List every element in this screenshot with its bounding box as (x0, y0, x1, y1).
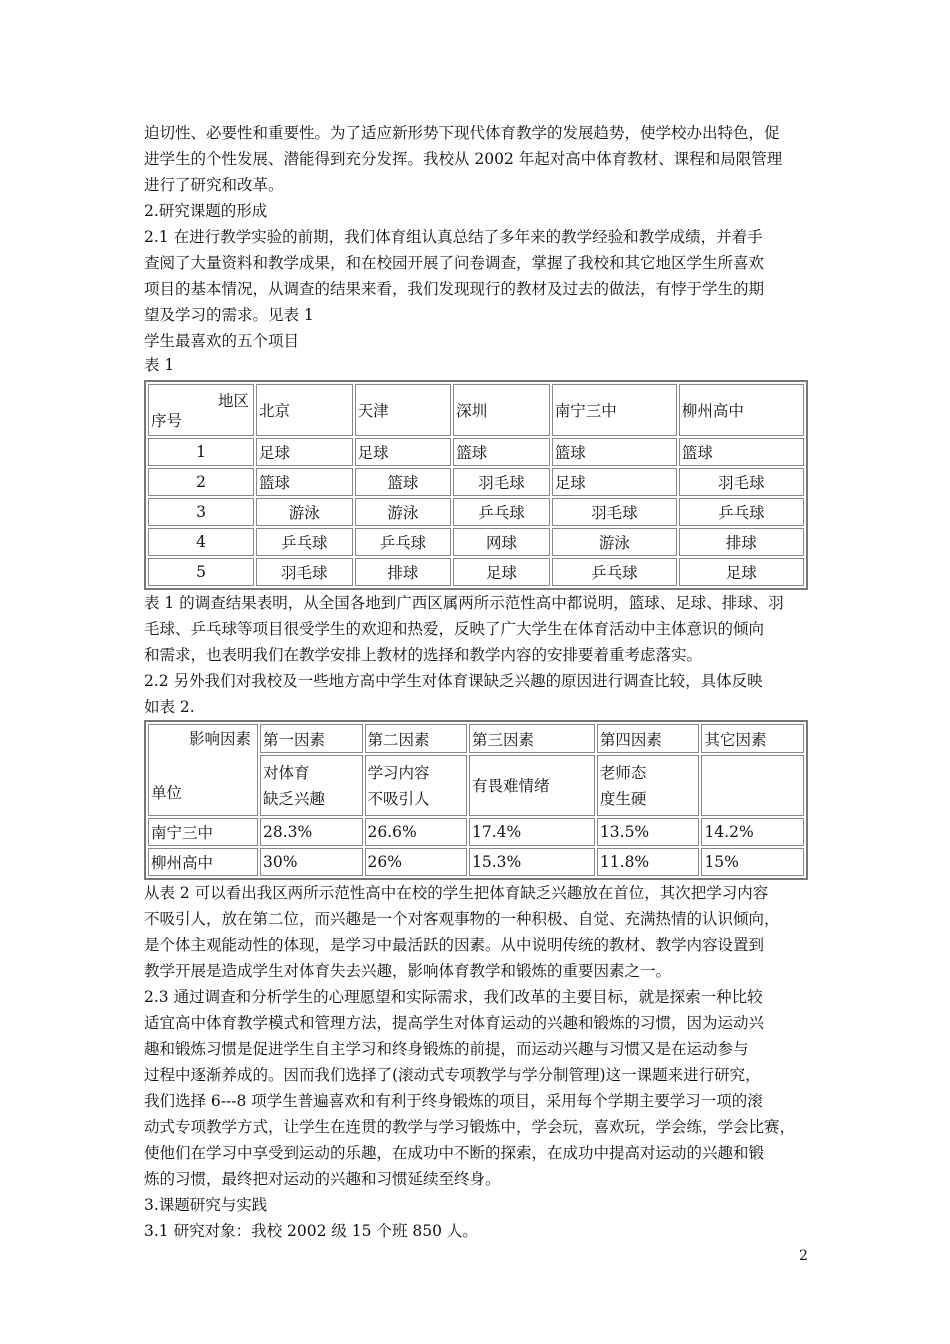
table-cell: 足球 (453, 558, 550, 586)
subheader-line: 老师态 (599, 763, 647, 782)
text-line: 2.2 另外我们对我校及一些地方高中学生对体育课缺乏兴趣的原因进行调查比较，具体反映 (144, 672, 763, 690)
unit-cell: 南宁三中 (148, 818, 258, 846)
row-index: 1 (148, 438, 254, 466)
text-line: 2.1 在进行教学实验的前期，我们体育组认真总结了多年来的教学经验和教学成绩，并着手 (144, 228, 763, 246)
table-cell: 游泳 (552, 528, 677, 556)
subheader-cell (701, 755, 804, 816)
text-line: 如表 2. (144, 698, 195, 716)
text-line: 过程中逐渐养成的。因而我们选择了(滚动式专项教学与学分制管理)这一课题来进行研究， (144, 1066, 761, 1084)
table-cell: 足球 (256, 438, 353, 466)
table-corner-cell (148, 724, 258, 816)
text-line: 我们选择 6---8 项学生普遍喜欢和有利于终身锻炼的项目，采用每个学期主要学习一项的滚 (144, 1092, 763, 1110)
table-cell: 13.5% (597, 818, 700, 846)
table-cell: 羽毛球 (679, 468, 804, 496)
table-cell: 羽毛球 (453, 468, 550, 496)
text-line: 适宜高中体育教学模式和管理方法，提高学生对体育运动的兴趣和锻炼的习惯，因为运动兴 (144, 1014, 765, 1032)
table1-analysis-paragraph (144, 590, 808, 668)
table-cell: 乒乓球 (256, 528, 353, 556)
table-cell: 17.4% (469, 818, 595, 846)
subheader-cell (597, 755, 700, 816)
header-cell: 第四因素 (597, 724, 700, 753)
text-line: 不吸引人，放在第二位，而兴趣是一个对客观事物的一种积极、自觉、充满热情的认识倾向， (144, 910, 780, 928)
table-row (148, 558, 804, 586)
row-index: 4 (148, 528, 254, 556)
table-cell: 游泳 (355, 498, 452, 526)
page-number: 2 (799, 1248, 808, 1264)
table-header-row (148, 384, 804, 436)
header-cell: 柳州高中 (679, 384, 804, 436)
table-cell: 15% (701, 848, 804, 876)
text-line: 毛球、乒乓球等项目很受学生的欢迎和热爱，反映了广大学生在体育活动中主体意识的倾向 (144, 620, 765, 638)
table-cell: 15.3% (469, 848, 595, 876)
table-cell: 游泳 (256, 498, 353, 526)
document-body (144, 120, 808, 1244)
subheader-cell (260, 755, 363, 816)
subheader-line: 学习内容 (367, 763, 430, 782)
subheader-line: 缺乏兴趣 (263, 789, 326, 808)
text-line: 表 1 的调查结果表明，从全国各地到广西区属两所示范性高中都说明，篮球、足球、排球、羽 (144, 594, 784, 612)
table1-caption: 学生最喜欢的五个项目 (144, 332, 300, 350)
table-cell: 排球 (355, 558, 452, 586)
table-cell: 14.2% (701, 818, 804, 846)
table-row (148, 468, 804, 496)
header-cell: 天津 (355, 384, 452, 436)
text-line: 查阅了大量资料和教学成果，和在校园开展了问卷调查，掌握了我校和其它地区学生所喜欢 (144, 254, 765, 272)
text-line: 和需求，也表明我们在教学安排上教材的选择和教学内容的安排要着重考虑落实。 (144, 646, 703, 664)
table-header-row (148, 724, 804, 753)
text-line: 使他们在学习中享受到运动的乐趣，在成功中不断的探索，在成功中提高对运动的兴趣和锻 (144, 1144, 765, 1162)
table-cell: 篮球 (679, 438, 804, 466)
subheader-line: 度生硬 (599, 789, 647, 808)
table-cell: 羽毛球 (256, 558, 353, 586)
table-cell: 乒乓球 (679, 498, 804, 526)
table-row (148, 498, 804, 526)
header-cell: 第二因素 (365, 724, 468, 753)
table-1 (144, 380, 808, 590)
text-line: 动式专项教学方式，让学生在连贯的教学与学习锻炼中，学会玩，喜欢玩，学会练，学会比赛， (144, 1118, 796, 1136)
header-cell: 北京 (256, 384, 353, 436)
table-row (148, 438, 804, 466)
table-row (148, 818, 804, 846)
text-line: 进行了研究和改革。 (144, 176, 284, 194)
table-cell: 26% (365, 848, 468, 876)
row-index: 2 (148, 468, 254, 496)
table-cell: 30% (260, 848, 363, 876)
subheader-line: 有畏难情绪 (472, 776, 550, 795)
table-row (148, 528, 804, 556)
table-cell: 羽毛球 (552, 498, 677, 526)
table-cell: 乒乓球 (453, 498, 550, 526)
row-index: 3 (148, 498, 254, 526)
table1-label: 表 1 (144, 356, 175, 374)
subheader-cell (469, 755, 595, 816)
table-2 (144, 720, 808, 880)
subheader-line: 不吸引人 (367, 789, 430, 808)
table-cell: 篮球 (552, 438, 677, 466)
text-line: 教学开展是造成学生对体育失去兴趣，影响体育教学和锻炼的重要因素之一。 (144, 962, 672, 980)
corner-bottom-label: 单位 (151, 784, 183, 802)
table-row (148, 848, 804, 876)
section-heading-3: 3.课题研究与实践 (144, 1196, 268, 1214)
table-cell: 26.6% (365, 818, 468, 846)
text-line: 进学生的个性发展、潜能得到充分发挥。我校从 2002 年起对高中体育教材、课程和局限管理 (144, 150, 783, 168)
header-cell: 南宁三中 (552, 384, 677, 436)
table-cell: 乒乓球 (355, 528, 452, 556)
text-line: 项目的基本情况，从调查的结果来看，我们发现现行的教材及过去的做法，有悖于学生的期 (144, 280, 765, 298)
table-cell: 11.8% (597, 848, 700, 876)
paragraph-2-2 (144, 668, 808, 720)
table-cell: 乒乓球 (552, 558, 677, 586)
corner-top-label: 地区 (217, 392, 249, 410)
table-cell: 28.3% (260, 818, 363, 846)
table2-analysis-paragraph (144, 880, 808, 984)
table-corner-cell (148, 384, 254, 436)
paragraph-3-1: 3.1 研究对象：我校 2002 级 15 个班 850 人。 (144, 1222, 478, 1240)
table-cell: 篮球 (355, 468, 452, 496)
table-cell: 篮球 (256, 468, 353, 496)
header-cell: 其它因素 (701, 724, 804, 753)
corner-bottom-label: 序号 (151, 412, 183, 430)
text-line: 望及学习的需求。见表 1 (144, 306, 314, 324)
intro-paragraph (144, 120, 808, 198)
section-heading-2: 2.研究课题的形成 (144, 202, 268, 220)
text-line: 迫切性、必要性和重要性。为了适应新形势下现代体育教学的发展趋势，使学校办出特色，促 (144, 124, 780, 142)
subheader-cell (365, 755, 468, 816)
paragraph-2-3 (144, 984, 808, 1192)
table-cell: 网球 (453, 528, 550, 556)
table-cell: 足球 (355, 438, 452, 466)
text-line: 炼的习惯，最终把对运动的兴趣和习惯延续至终身。 (144, 1170, 501, 1188)
table-cell: 足球 (679, 558, 804, 586)
table-cell: 排球 (679, 528, 804, 556)
paragraph-2-1 (144, 224, 808, 328)
text-line: 从表 2 可以看出我区两所示范性高中在校的学生把体育缺乏兴趣放在首位，其次把学习内容 (144, 884, 769, 902)
unit-cell: 柳州高中 (148, 848, 258, 876)
table-cell: 篮球 (453, 438, 550, 466)
header-cell: 第三因素 (469, 724, 595, 753)
header-cell: 第一因素 (260, 724, 363, 753)
text-line: 是个体主观能动性的体现，是学习中最活跃的因素。从中说明传统的教材、教学内容设置到 (144, 936, 765, 954)
text-line: 2.3 通过调查和分析学生的心理愿望和实际需求，我们改革的主要目标，就是探索一种比较 (144, 988, 763, 1006)
corner-top-label: 影响因素 (188, 730, 251, 748)
table-cell: 足球 (552, 468, 677, 496)
text-line: 趣和锻炼习惯是促进学生自主学习和终身锻炼的前提，而运动兴趣与习惯又是在运动参与 (144, 1040, 749, 1058)
header-cell: 深圳 (453, 384, 550, 436)
subheader-line: 对体育 (263, 763, 310, 782)
row-index: 5 (148, 558, 254, 586)
